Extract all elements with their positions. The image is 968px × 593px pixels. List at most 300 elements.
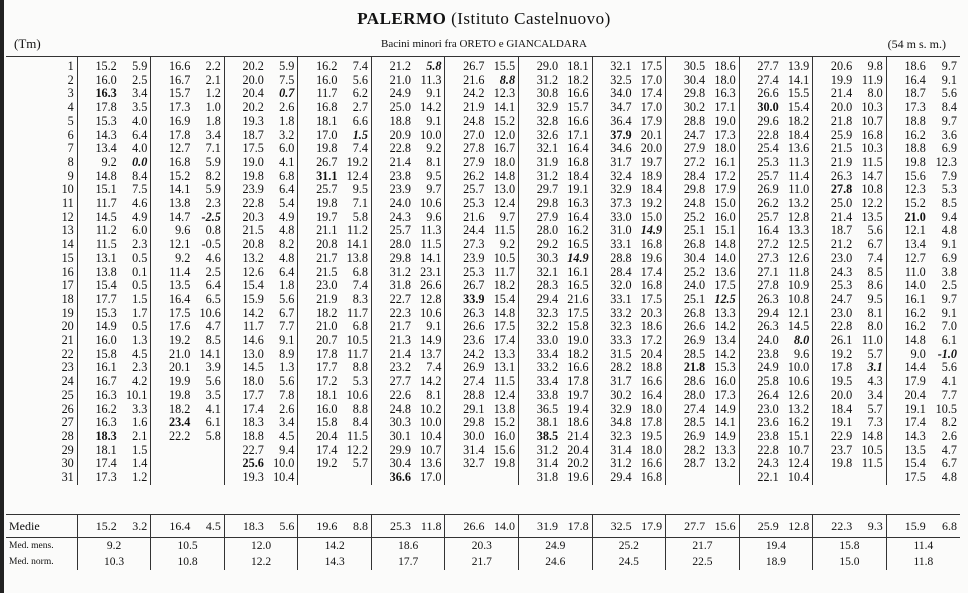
min-temp-cell: 2.1 [132, 428, 148, 443]
min-temp-cell: 9.1 [941, 72, 957, 87]
unit-label: (Tm) [14, 36, 41, 51]
min-temp-cell: 10.4 [787, 470, 810, 485]
day-number: 18 [61, 291, 74, 306]
min-temp-cell: 9.1 [941, 305, 957, 320]
min-temp-cell: 16.4 [567, 141, 589, 156]
max-temp-cell: 26.6 [739, 87, 782, 101]
min-temp-cell: 16.4 [640, 387, 663, 402]
min-temp-cell: 2.2 [193, 57, 224, 74]
max-temp-cell: 21.0 [298, 320, 341, 334]
max-temp-cell: 34.8 [592, 416, 635, 430]
min-temp-cell: 2.6 [279, 401, 295, 416]
min-temp-cell: 13.6 [714, 264, 736, 279]
min-temp-cell: 14.7 [861, 168, 883, 183]
max-temp-cell: 31.8 [371, 279, 414, 293]
max-temp-cell [445, 471, 488, 485]
min-temp-cell: 13.9 [782, 57, 813, 74]
min-temp-cell: 3.4 [132, 86, 148, 101]
min-temp-cell: 2.3 [205, 196, 221, 211]
min-temp-cell: 6.4 [279, 182, 295, 197]
min-temp-cell: 14.1 [493, 100, 516, 115]
max-temp-cell: 26.7 [445, 279, 488, 293]
min-temp-cell: 18.0 [493, 154, 516, 169]
max-temp-cell: 18.8 [886, 142, 929, 156]
max-temp-cell: 26.8 [666, 238, 709, 252]
day-number: 26 [61, 401, 74, 416]
min-temp-cell: 11.7 [347, 305, 368, 320]
max-temp-cell: 20.1 [151, 361, 194, 375]
max-temp-cell: 29.8 [666, 183, 709, 197]
min-temp-cell: 0.7 [279, 86, 295, 101]
max-temp-cell: 33.9 [445, 293, 488, 307]
min-temp-cell: 8.4 [352, 415, 368, 430]
max-temp-cell: 29.6 [739, 115, 782, 129]
max-temp-cell: 20.4 [886, 389, 929, 403]
min-temp-cell: 9.8 [855, 57, 886, 74]
min-temp-cell: 16.8 [861, 127, 883, 142]
min-temp-cell: 13.3 [714, 305, 736, 320]
medie-value: 22.3 [813, 515, 856, 538]
max-temp-cell: 15.8 [77, 348, 120, 362]
min-temp-cell: 23.1 [420, 264, 442, 279]
max-temp-cell: 16.6 [151, 57, 194, 74]
medie-value: 3.2 [120, 515, 151, 538]
max-temp-cell: 23.9 [224, 183, 267, 197]
max-temp-cell: 26.2 [739, 197, 782, 211]
max-temp-cell: 32.3 [592, 430, 635, 444]
min-temp-cell: 10.3 [861, 100, 883, 115]
max-temp-cell: 21.4 [371, 348, 414, 362]
medie-value: 26.6 [445, 515, 488, 538]
med-norm-row-value: 11.8 [886, 554, 960, 570]
min-temp-cell: 14.8 [493, 168, 516, 183]
max-temp-cell: 15.4 [224, 279, 267, 293]
min-temp-cell: 20.4 [640, 346, 663, 361]
day-number: 20 [61, 319, 74, 334]
max-temp-cell: 31.2 [519, 170, 562, 184]
min-temp-cell: 7.4 [340, 57, 371, 74]
table-row [6, 361, 960, 375]
max-temp-cell: 11.5 [77, 238, 120, 252]
min-temp-cell: 0.1 [132, 264, 148, 279]
min-temp-cell: 14.1 [420, 250, 442, 265]
min-temp-cell: 16.0 [493, 428, 516, 443]
max-temp-cell: 15.2 [77, 57, 120, 74]
min-temp-cell: 15.0 [640, 209, 663, 224]
max-temp-cell: 16.7 [77, 375, 120, 389]
min-temp-cell: 3.6 [941, 127, 957, 142]
max-temp-cell: 32.1 [519, 142, 562, 156]
table-row [6, 101, 960, 115]
max-temp-cell: 25.7 [298, 183, 341, 197]
day-number: 30 [61, 456, 74, 471]
min-temp-cell: 16.8 [567, 154, 589, 169]
min-temp-cell: 16.6 [567, 360, 589, 375]
max-temp-cell: 17.4 [77, 457, 120, 471]
min-temp-cell: 3.3 [132, 401, 148, 416]
min-temp-cell: 15.5 [787, 86, 810, 101]
max-temp-cell: 16.0 [77, 74, 120, 88]
max-temp-cell: 11.7 [77, 197, 120, 211]
max-temp-cell: 22.8 [813, 320, 856, 334]
max-temp-cell: 17.8 [298, 348, 341, 362]
max-temp-cell: 27.3 [739, 252, 782, 266]
min-temp-cell: 7.0 [941, 319, 957, 334]
min-temp-cell: 11.5 [347, 428, 368, 443]
max-temp-cell: 9.0 [886, 348, 929, 362]
max-temp-cell: 30.3 [519, 252, 562, 266]
max-temp-cell: 19.3 [224, 471, 267, 485]
min-temp-cell: 14.1 [787, 72, 810, 87]
max-temp-cell: 30.4 [371, 457, 414, 471]
max-temp-cell: 26.7 [445, 57, 488, 74]
max-temp-cell: 23.0 [813, 307, 856, 321]
max-temp-cell: 25.3 [739, 156, 782, 170]
min-temp-cell: 15.4 [493, 291, 516, 306]
min-temp-cell: 14.9 [420, 333, 442, 348]
min-temp-cell: 26.6 [420, 278, 442, 293]
max-temp-cell: 33.8 [519, 389, 562, 403]
min-temp-cell: 19.8 [493, 456, 516, 471]
min-temp-cell: 12.1 [787, 305, 810, 320]
max-temp-cell: 24.8 [371, 403, 414, 417]
min-temp-cell: -0.5 [201, 237, 221, 252]
day-number: 22 [61, 346, 74, 361]
left-border [0, 0, 4, 593]
max-temp-cell: 16.4 [151, 293, 194, 307]
min-temp-cell: 21.6 [567, 291, 589, 306]
min-temp-cell: 5.9 [205, 182, 221, 197]
max-temp-cell: 25.1 [666, 224, 709, 238]
min-temp-cell: 15.5 [488, 57, 519, 74]
min-temp-cell: 8.1 [426, 154, 442, 169]
min-temp-cell: 19.2 [346, 154, 368, 169]
max-temp-cell: 28.4 [592, 266, 635, 280]
min-temp-cell: 0.0 [132, 154, 148, 169]
max-temp-cell: 23.8 [739, 430, 782, 444]
min-temp-cell: 17.5 [714, 278, 736, 293]
max-temp-cell: 30.8 [519, 87, 562, 101]
max-temp-cell: 13.0 [224, 348, 267, 362]
max-temp-cell: 17.5 [224, 142, 267, 156]
max-temp-cell: 31.4 [592, 444, 635, 458]
max-temp-cell: 28.8 [445, 389, 488, 403]
max-temp-cell: 34.7 [592, 101, 635, 115]
min-temp-cell: 5.6 [279, 374, 295, 389]
min-temp-cell: 8.2 [205, 168, 221, 183]
med-mens-row-value: 19.4 [739, 538, 813, 555]
max-temp-cell: 34.6 [592, 142, 635, 156]
min-temp-cell: 7.4 [426, 360, 442, 375]
min-temp-cell: 7.7 [279, 319, 295, 334]
max-temp-cell: 27.4 [445, 375, 488, 389]
min-temp-cell: 17.9 [640, 113, 663, 128]
max-temp-cell: 15.2 [151, 170, 194, 184]
min-temp-cell: 19.2 [640, 196, 663, 211]
max-temp-cell: 23.9 [371, 183, 414, 197]
min-temp-cell: 2.5 [205, 264, 221, 279]
table-row [6, 224, 960, 238]
min-temp-cell [193, 444, 224, 458]
max-temp-cell: 23.8 [739, 348, 782, 362]
min-temp-cell: 17.8 [640, 415, 663, 430]
max-temp-cell: 9.6 [151, 224, 194, 238]
min-temp-cell: 9.7 [499, 209, 516, 224]
min-temp-cell: 2.5 [132, 72, 148, 87]
max-temp-cell: 22.8 [739, 444, 782, 458]
max-temp-cell: 14.9 [77, 320, 120, 334]
max-temp-cell: 27.7 [739, 57, 782, 74]
max-temp-cell: 24.2 [445, 348, 488, 362]
max-temp-cell: 26.9 [445, 361, 488, 375]
min-temp-cell: 4.7 [941, 442, 957, 457]
min-temp-cell: 5.9 [205, 154, 221, 169]
max-temp-cell [151, 471, 194, 485]
max-temp-cell: 28.0 [519, 224, 562, 238]
min-temp-cell: 4.9 [132, 209, 148, 224]
min-temp-cell: 1.5 [352, 127, 368, 142]
min-temp-cell: 13.6 [787, 141, 810, 156]
min-temp-cell: 10.3 [861, 141, 883, 156]
min-temp-cell: 9.1 [941, 237, 957, 252]
max-temp-cell: 14.8 [886, 334, 929, 348]
min-temp-cell: 14.0 [714, 250, 736, 265]
min-temp-cell: 9.6 [426, 209, 442, 224]
max-temp-cell: 22.6 [371, 389, 414, 403]
max-temp-cell: 25.2 [666, 266, 709, 280]
max-temp-cell: 14.2 [224, 307, 267, 321]
max-temp-cell: 29.1 [445, 403, 488, 417]
max-temp-cell: 12.6 [224, 266, 267, 280]
medie-value: 32.5 [592, 515, 635, 538]
max-temp-cell: 21.0 [886, 211, 929, 225]
max-temp-cell: 23.9 [445, 252, 488, 266]
max-temp-cell: 32.0 [592, 279, 635, 293]
min-temp-cell: 11.9 [861, 72, 883, 87]
max-temp-cell: 17.7 [298, 361, 341, 375]
min-temp-cell: 17.3 [714, 387, 736, 402]
max-temp-cell: 20.4 [298, 430, 341, 444]
med-norm-row-value: 14.3 [298, 554, 372, 570]
min-temp-cell: 16.6 [640, 374, 663, 389]
max-temp-cell: 18.2 [151, 403, 194, 417]
max-temp-cell: 23.0 [813, 252, 856, 266]
medie-value: 14.0 [488, 515, 519, 538]
min-temp-cell: 9.1 [279, 333, 295, 348]
max-temp-cell: 12.1 [151, 238, 194, 252]
min-temp-cell: 13.5 [861, 209, 883, 224]
max-temp-cell: 31.4 [445, 444, 488, 458]
min-temp-cell: 5.6 [941, 360, 957, 375]
max-temp-cell [298, 471, 341, 485]
max-temp-cell: 9.2 [77, 156, 120, 170]
medie-value: 19.6 [298, 515, 341, 538]
max-temp-cell: 13.2 [224, 252, 267, 266]
max-temp-cell: 25.7 [739, 211, 782, 225]
max-temp-cell: 22.9 [813, 430, 856, 444]
min-temp-cell: 18.6 [708, 57, 739, 74]
max-temp-cell: 12.3 [886, 183, 929, 197]
max-temp-cell: 25.8 [739, 375, 782, 389]
max-temp-cell: 28.5 [666, 348, 709, 362]
med-norm-row-value: 17.7 [371, 554, 445, 570]
min-temp-cell: 17.2 [714, 168, 736, 183]
max-temp-cell: 38.1 [519, 416, 562, 430]
max-temp-cell: 30.0 [739, 101, 782, 115]
min-temp-cell: 18.0 [714, 72, 736, 87]
max-temp-cell: 38.5 [519, 430, 562, 444]
max-temp-cell: 14.8 [77, 170, 120, 184]
max-temp-cell: 19.8 [224, 170, 267, 184]
min-temp-cell: 14.8 [861, 428, 883, 443]
temperature-table [6, 56, 960, 485]
med-norm-row-label: Med. norm. [9, 557, 54, 567]
max-temp-cell: 27.1 [739, 266, 782, 280]
max-temp-cell: 16.3 [77, 389, 120, 403]
max-temp-cell: 32.8 [519, 115, 562, 129]
min-temp-cell: 11.3 [420, 223, 442, 238]
min-temp-cell: 12.5 [714, 291, 736, 306]
max-temp-cell: 33.1 [592, 293, 635, 307]
min-temp-cell [855, 471, 886, 485]
max-temp-cell: 19.7 [298, 211, 341, 225]
max-temp-cell: 19.9 [813, 74, 856, 88]
min-temp-cell: 20.1 [640, 127, 663, 142]
max-temp-cell: 20.0 [224, 74, 267, 88]
min-temp-cell: 16.2 [567, 223, 589, 238]
min-temp-cell: 4.8 [941, 223, 957, 238]
max-temp-cell: 32.5 [592, 74, 635, 88]
max-temp-cell: 18.7 [224, 129, 267, 143]
min-temp-cell: 18.2 [787, 113, 810, 128]
max-temp-cell: 19.8 [813, 457, 856, 471]
min-temp-cell: 6.4 [132, 127, 148, 142]
max-temp-cell: 23.7 [813, 444, 856, 458]
min-temp-cell: 13.3 [493, 346, 516, 361]
table-row [6, 211, 960, 225]
min-temp-cell: 17.0 [640, 100, 663, 115]
max-temp-cell: 9.2 [151, 252, 194, 266]
max-temp-cell: 16.2 [886, 320, 929, 334]
min-temp-cell: 6.7 [867, 237, 883, 252]
max-temp-cell: 27.2 [739, 238, 782, 252]
max-temp-cell: 28.0 [371, 238, 414, 252]
max-temp-cell: 15.9 [224, 293, 267, 307]
max-temp-cell: 26.7 [298, 156, 341, 170]
min-temp-cell: 12.4 [346, 168, 368, 183]
min-temp-cell: 10.6 [787, 374, 810, 389]
max-temp-cell: 25.9 [813, 129, 856, 143]
min-temp-cell: 17.5 [493, 319, 516, 334]
min-temp-cell: 5.8 [352, 209, 368, 224]
min-temp-cell: 16.6 [567, 113, 589, 128]
max-temp-cell: 13.8 [77, 266, 120, 280]
min-temp-cell: 13.8 [346, 250, 368, 265]
max-temp-cell: 32.7 [445, 457, 488, 471]
max-temp-cell: 27.4 [666, 403, 709, 417]
max-temp-cell: 18.1 [77, 444, 120, 458]
min-temp-cell: 17.5 [635, 57, 666, 74]
max-temp-cell: 27.8 [445, 142, 488, 156]
max-temp-cell: 21.9 [298, 293, 341, 307]
min-temp-cell: 14.2 [420, 100, 442, 115]
min-temp-cell: 9.4 [941, 209, 957, 224]
max-temp-cell: 25.3 [445, 197, 488, 211]
min-temp-cell: 13.0 [493, 182, 516, 197]
max-temp-cell: 24.0 [739, 334, 782, 348]
min-temp-cell: 1.8 [205, 113, 221, 128]
min-temp-cell: 18.1 [561, 57, 592, 74]
medie-value: 16.4 [151, 515, 194, 538]
min-temp-cell: 16.0 [714, 209, 736, 224]
max-temp-cell: 30.4 [666, 252, 709, 266]
min-temp-cell: 3.9 [205, 360, 221, 375]
max-temp-cell: 21.3 [371, 334, 414, 348]
min-temp-cell: 11.3 [420, 72, 442, 87]
max-temp-cell: 15.3 [77, 307, 120, 321]
min-temp-cell: 3.4 [205, 127, 221, 142]
min-temp-cell [193, 457, 224, 471]
max-temp-cell [151, 457, 194, 471]
min-temp-cell: 10.7 [420, 442, 442, 457]
min-temp-cell: 7.7 [941, 387, 957, 402]
min-temp-cell: 19.6 [567, 470, 589, 485]
max-temp-cell: 31.2 [592, 457, 635, 471]
medie-value: 11.8 [414, 515, 445, 538]
max-temp-cell: 22.8 [224, 197, 267, 211]
max-temp-cell: 23.0 [739, 403, 782, 417]
min-temp-cell: 8.5 [941, 196, 957, 211]
med-norm-row-value: 22.5 [666, 554, 740, 570]
medie-value: 15.2 [77, 515, 120, 538]
min-temp-cell: 11.5 [861, 456, 883, 471]
min-temp-cell: 8.2 [279, 237, 295, 252]
min-temp-cell: 17.5 [640, 291, 663, 306]
max-temp-cell: 31.7 [592, 156, 635, 170]
min-temp-cell: 4.0 [132, 141, 148, 156]
min-temp-cell: 1.7 [132, 305, 148, 320]
min-temp-cell: 0.5 [132, 319, 148, 334]
min-temp-cell: 10.4 [420, 428, 442, 443]
min-temp-cell: 17.5 [567, 305, 589, 320]
max-temp-cell: 22.2 [151, 430, 194, 444]
max-temp-cell: 19.1 [886, 403, 929, 417]
max-temp-cell: 32.3 [592, 320, 635, 334]
max-temp-cell: 17.3 [77, 471, 120, 485]
day-number: 13 [61, 223, 74, 238]
day-number: 4 [67, 100, 74, 115]
max-temp-cell: 26.3 [739, 320, 782, 334]
min-temp-cell: 11.5 [861, 154, 883, 169]
day-number: 29 [61, 442, 74, 457]
min-temp-cell: 8.0 [867, 86, 883, 101]
min-temp-cell: 19.0 [567, 333, 589, 348]
max-temp-cell: 27.3 [445, 238, 488, 252]
max-temp-cell: 21.1 [298, 224, 341, 238]
min-temp-cell: 10.5 [493, 250, 516, 265]
min-temp-cell: 9.5 [352, 182, 368, 197]
max-temp-cell: 18.4 [813, 403, 856, 417]
max-temp-cell: 16.2 [298, 57, 341, 74]
max-temp-cell: 28.2 [592, 361, 635, 375]
medie-row [6, 515, 960, 538]
max-temp-cell: 28.8 [666, 115, 709, 129]
max-temp-cell: 32.1 [592, 57, 635, 74]
max-temp-cell: 13.5 [151, 279, 194, 293]
max-temp-cell: 20.7 [298, 334, 341, 348]
min-temp-cell: 17.4 [640, 264, 663, 279]
max-temp-cell: 26.4 [739, 389, 782, 403]
